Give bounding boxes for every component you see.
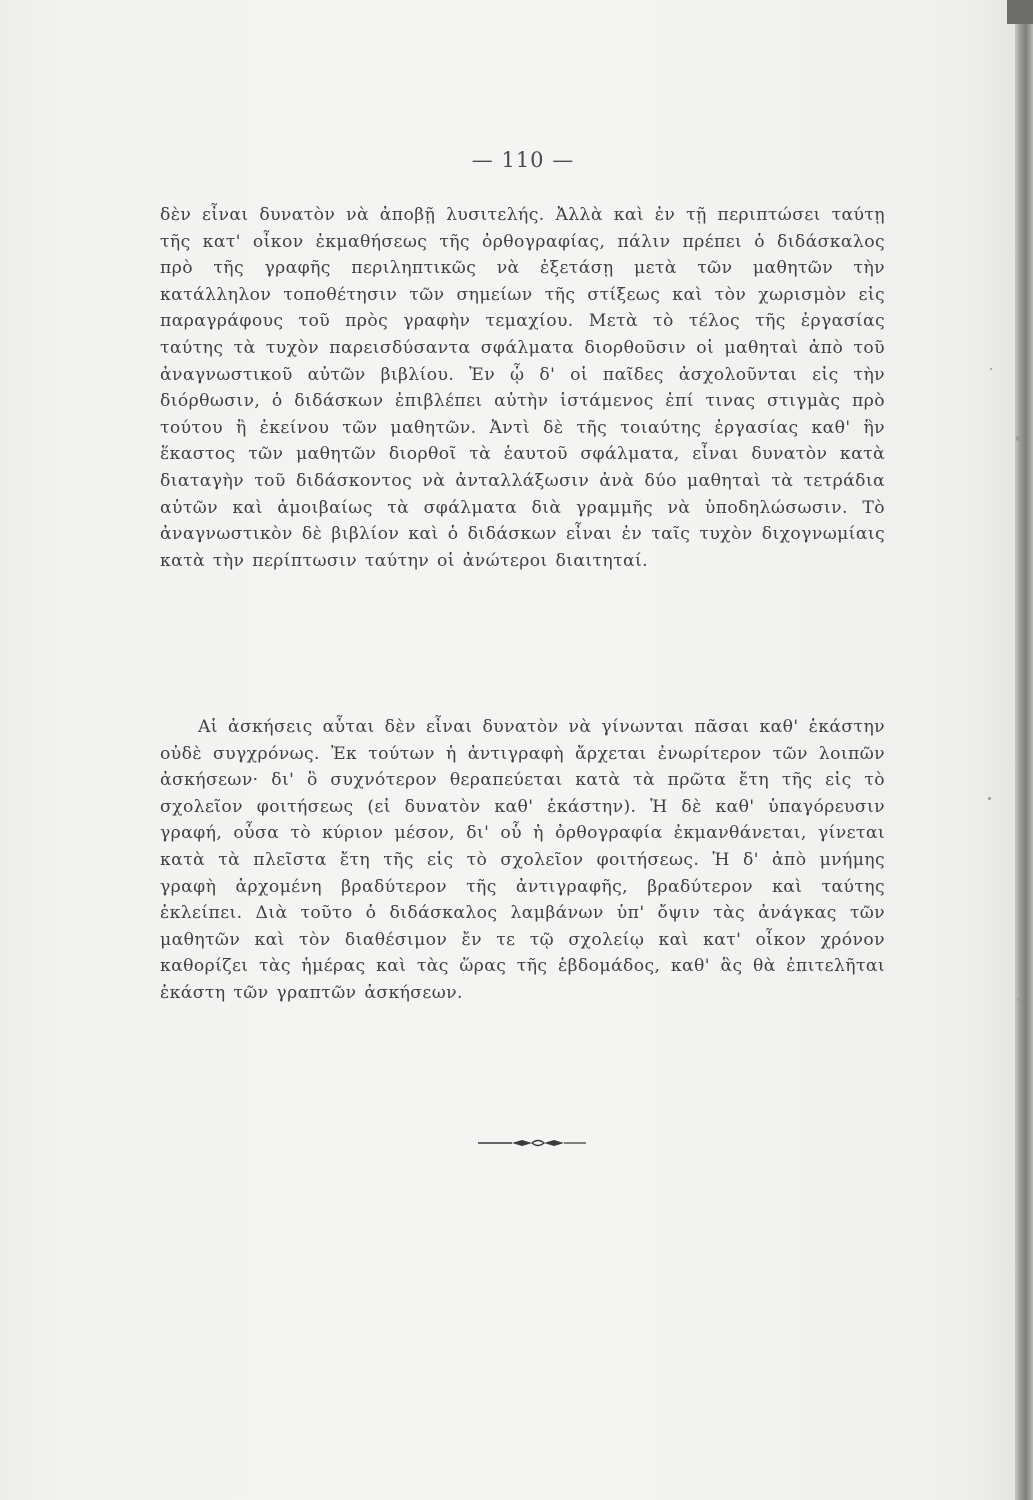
scan-speck [1016,436,1020,441]
binding-edge-corner [1007,0,1033,24]
scan-speck [1017,998,1020,1001]
divider-diamond-left [512,1140,532,1146]
paragraph-1: δὲν εἶναι δυνατὸν νὰ ἀποβῇ λυσιτελής. Ἀλλὰ καὶ ἐν τῇ περιπτώσει ταύτῃ τῆς κατ' οἶκον ἐκμαθήσεως τῆς ὀρθογραφίας, πάλιν πρέπει ὁ διδάσκαλος πρὸ τῆς γραφῆς περιληπτικῶς νὰ ἐξετάσῃ μετὰ τῶν μαθητῶν τὴν κατάλληλον τοποθέτησιν τῶν σημείων τῆς στίξεως καὶ τὸν χωρισμὸν εἰς παραγράφους τοῦ πρὸς γραφὴν τεμαχίου. Μετὰ τὸ τέλος τῆς ἐργασίας ταύτης τὰ τυχὸν παρεισδύσαντα σφάλματα διορθοῦσιν οἱ μαθηταὶ ἀπὸ τοῦ ἀναγνωστικοῦ αὐτῶν βιβλίου. Ἐν ᾧ δ' οἱ παῖδες ἀσχολοῦνται εἰς τὴν διόρθωσιν, ὁ διδάσκων ἐπιβλέπει αὐτὴν ἱστάμενος ἐπί τινας στιγμὰς πρὸ τούτου ἢ ἐκείνου τῶν μαθητῶν. Ἀντὶ δὲ τῆς τοιαύτης ἐργασίας καθ' ἣν ἕκαστος τῶν μαθητῶν διορθοῖ τὰ ἑαυτοῦ σφάλματα, εἶναι δυνατὸν κατὰ διαταγὴν τοῦ διδάσκοντος νὰ ἀνταλλάξωσιν ἀνὰ δύο μαθηταὶ τὰ τετράδια αὐτῶν καὶ ἀμοιβαίως τὰ σφάλματα διὰ γραμμῆς νὰ ὑποδηλώσωσιν. Τὸ ἀναγνωστικὸν δὲ βιβλίον καὶ ὁ διδάσκων εἶναι ἐν ταῖς τυχὸν διχογνωμίαις κατὰ τὴν περίπτωσιν ταύτην οἱ ἀνώτεροι διαιτηταί. [160,205,885,571]
divider-diamond-right [544,1140,564,1146]
scan-speck [990,368,992,370]
page-number: — 110 — [471,148,575,172]
paragraph-2-text: Αἱ ἀσκήσεις αὗται δὲν εἶναι δυνατὸν νὰ γίνωνται πᾶσαι καθ' ἑκάστην οὐδὲ συγχρόνως. Ἐκ τούτων ἡ ἀντιγραφὴ ἄρχεται ἐνωρίτερον τῶν λοιπῶν ἀσκήσεων· δι' ὃ συχνότερον θεραπεύεται κατὰ τὰ πρῶτα ἔτη τῆς εἰς τὸ σχολεῖον φοιτήσεως (εἰ δυνατὸν καθ' ἑκάστην). Ἡ δὲ καθ' ὑπαγόρευσιν γραφή, οὖσα τὸ κύριον μέσον, δι' οὗ ἡ ὀρθογραφία ἐκμανθάνεται, γίνεται κατὰ τὰ πλεῖστα ἔτη τῆς εἰς τὸ σχολεῖον φοιτήσεως. Ἡ δ' ἀπὸ μνήμης γραφὴ ἀρχομένη βραδύτερον τῆς ἀντιγραφῆς, βραδύτερον καὶ ταύτης ἐκλείπει. Διὰ τοῦτο ὁ διδάσκαλος λαμβάνων ὑπ' ὄψιν τὰς ἀνάγκας τῶν μαθητῶν καὶ τὸν διαθέσιμον ἔν τε τῷ σχολείῳ καὶ κατ' οἶκον χρόνον καθορίζει τὰς ἡμέρας καὶ τὰς ὥρας τῆς ἑβδομάδος, καθ' ἃς θὰ ἐπιτελῆται ἑκάστη τῶν γραπτῶν ἀσκήσεων. [160,717,885,1003]
binding-edge [1015,0,1033,1500]
paragraph-2 [160,714,885,1007]
section-divider-ornament [478,1137,586,1149]
scan-speck [988,797,991,800]
divider-loop [532,1141,544,1146]
